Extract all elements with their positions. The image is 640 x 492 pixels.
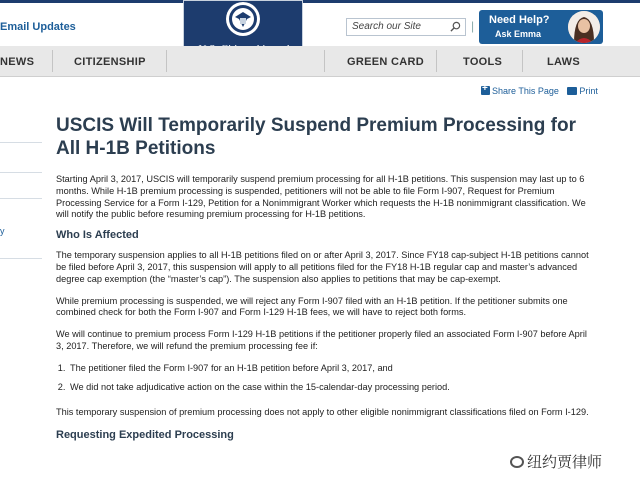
ask-emma-button[interactable] xyxy=(479,10,603,44)
nav-item-tools[interactable]: TOOLS xyxy=(463,56,503,68)
list-item: 2. We did not take adjudicative action on the case within the 15-calendar-day processing period. xyxy=(68,382,592,394)
search-placeholder: Search our Site xyxy=(352,21,421,32)
sidebar-link-fragment[interactable]: y xyxy=(0,226,5,236)
dhs-seal-icon xyxy=(225,1,261,37)
page-title: USCIS Will Temporarily Suspend Premium Processing for All H-1B Petitions xyxy=(56,115,576,159)
nav-item-laws[interactable]: LAWS xyxy=(547,56,580,68)
sidebar-divider xyxy=(0,172,42,173)
nav-item-news[interactable]: NEWS xyxy=(0,56,35,68)
search-icon[interactable] xyxy=(450,21,461,32)
watermark xyxy=(508,450,604,473)
print-icon[interactable] xyxy=(567,87,577,95)
article xyxy=(56,114,592,441)
help-subtitle: Ask Emma xyxy=(495,29,542,39)
nav-divider xyxy=(166,50,167,72)
list-item: 1. The petitioner filed the Form I-907 for an H-1B petition before April 3, 2017, and xyxy=(68,363,592,375)
nav-divider xyxy=(52,50,53,72)
section-heading-expedited: Requesting Expedited Processing xyxy=(56,429,234,442)
share-link[interactable]: Share This Page xyxy=(492,86,559,96)
email-updates-link[interactable]: Email Updates xyxy=(0,21,76,33)
wechat-icon xyxy=(510,456,524,468)
share-bar xyxy=(481,86,598,96)
nav-divider xyxy=(436,50,437,72)
main-nav xyxy=(0,46,640,77)
paragraph-refund: We will continue to premium process Form I-129 H-1B petitions if the petitioner properly filed an associated Form I-907 before April 3, 2017. Therefore, we will refund the premium processing fee if: xyxy=(56,329,587,351)
nav-item-green-card[interactable]: GREEN CARD xyxy=(347,56,424,68)
top-utility-bar xyxy=(0,0,640,46)
nav-item-citizenship[interactable]: CITIZENSHIP xyxy=(74,56,146,68)
watermark-text: 纽约贾律师 xyxy=(527,454,603,471)
refund-conditions-list xyxy=(68,363,592,394)
paragraph-other-classifications: This temporary suspension of premium processing does not apply to other eligible nonimmigrant classifications filed on Form I-129. xyxy=(56,407,589,418)
print-link[interactable]: Print xyxy=(579,86,598,96)
search-input[interactable] xyxy=(346,18,466,36)
emma-avatar xyxy=(568,11,600,43)
nav-divider xyxy=(324,50,325,72)
sidebar-divider xyxy=(0,258,42,259)
help-title: Need Help? xyxy=(489,14,550,26)
paragraph-suspension-scope: The temporary suspension applies to all H-1B petitions filed on or after April 3, 2017. Since FY18 cap-subject H-1B petitions cannot be filed before April 3, 2017, this suspension will apply to all petitions filed for the FY18 H-1B regular cap and master’s advanced degree cap exemption (the “master’s cap”). The suspension also applies to petitions that may be cap-exempt. xyxy=(56,250,589,284)
share-icon[interactable] xyxy=(481,86,490,95)
nav-divider xyxy=(522,50,523,72)
paragraph-rejection: While premium processing is suspended, we will reject any Form I-907 filed with an H-1B petition. If the petitioner submits one combined check for both the Form I-907 and Form I-129 H-1B fees, we will have to reject both forms. xyxy=(56,295,568,318)
separator: | xyxy=(471,19,475,33)
intro-paragraph: Starting April 3, 2017, USCIS will temporarily suspend premium processing for all H-1B petitions. This suspension may last up to 6 months. While H-1B premium processing is suspended, petitioners will not be able to file Form I-907, Request for Premium Processing Service for a Form I-129, Petition for a Nonimmigrant Worker which requests the H-1B nonimmigrant classification. We will notify the public before resuming premium processing for H-1B petitions. xyxy=(56,174,586,220)
sidebar-divider xyxy=(0,198,42,199)
sidebar-divider xyxy=(0,142,42,143)
section-heading-who-affected: Who Is Affected xyxy=(56,229,139,242)
